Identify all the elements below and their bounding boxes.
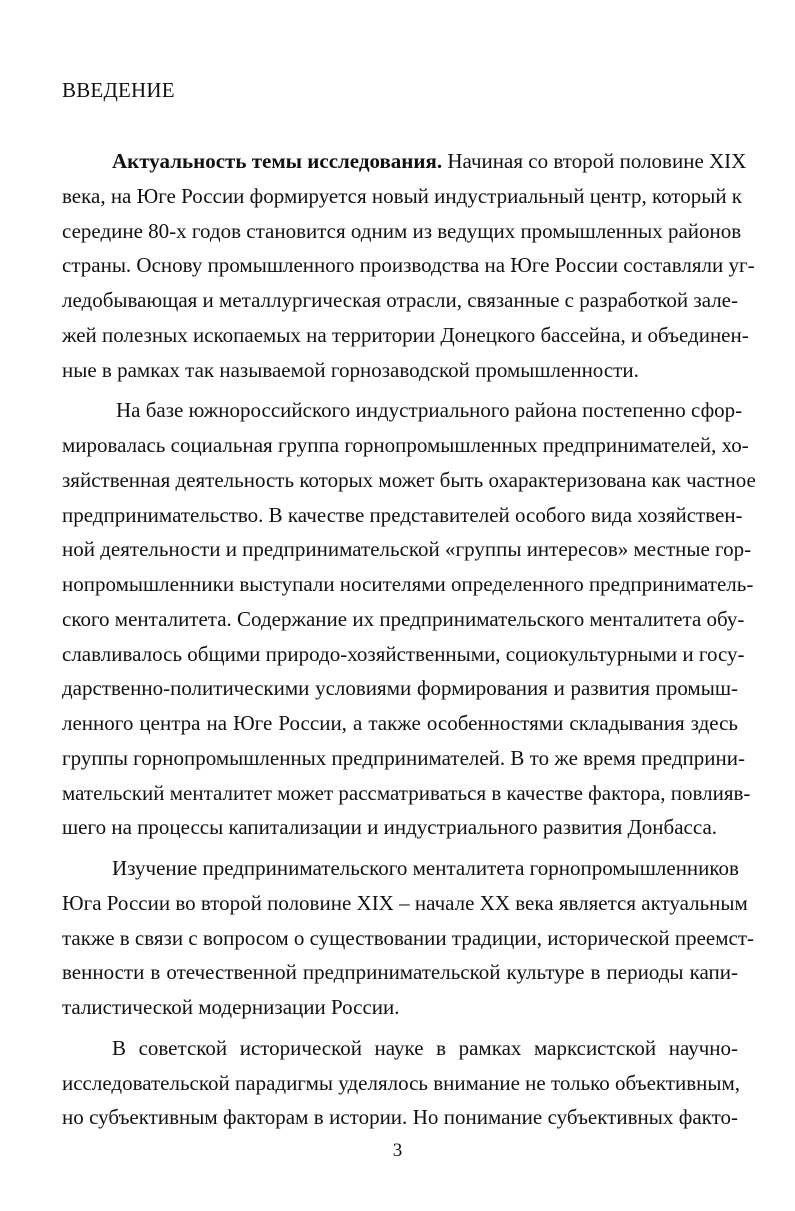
paragraph-line: ледобывающая и металлургическая отрасли, связанные с разработкой зале- [62, 288, 738, 312]
paragraph-line: мательский менталитет может рассматриваться в качестве фактора, повлияв- [62, 780, 751, 805]
paragraph-line: На базе южнороссийского индустриального района постепенно сфор- [116, 398, 743, 423]
paragraph-line: но субъективным факторам в истории. Но понимание субъективных факто- [62, 1105, 738, 1130]
paragraph-line: ной деятельности и предпринимательской «группы интересов» местные гор- [62, 537, 752, 562]
paragraph-relevance [62, 144, 755, 387]
paragraph-line: талистической модернизации России. [62, 995, 400, 1019]
paragraph-line: жей полезных ископаемых на территории Донецкого бассейна, и объединен- [62, 322, 749, 347]
paragraph-soviet-science [62, 1031, 741, 1135]
paragraph-line: дарственно-политическими условиями формирования и развития промыш- [62, 676, 738, 701]
paragraph-line: нопромышленники выступали носителями определенного предприниматель- [62, 572, 754, 596]
paragraph-line: В советской исторической науке в рамках марксистской научно- [112, 1035, 738, 1060]
paragraph-line: века, на Юге России формируется новый индустриальный центр, который к [62, 183, 743, 208]
body-text [62, 144, 756, 1135]
paragraph-line: шего на процессы капитализации и индустриального развития Донбасса. [62, 815, 718, 840]
paragraph-line: исследовательской парадигмы уделялось внимание не только объективным, [62, 1070, 741, 1095]
paragraph-line: Юга России во второй половине XIX – начале XX века является актуальным [62, 890, 748, 915]
paragraph-line: группы горнопромышленных предпринимателей. В то же время предприни- [62, 745, 745, 770]
section-heading: ВВЕДЕНИЕ [62, 78, 175, 102]
page-number: 3 [392, 1140, 403, 1161]
paragraph-line: середине 80-х годов становится одним из ведущих промышленных районов [62, 218, 742, 243]
paragraph-line: мировалась социальная группа горнопромышленных предпринимателей, хо- [62, 433, 749, 457]
paragraph-study-mentality [62, 851, 754, 1025]
paragraph-line: Изучение предпринимательского менталитета горнопромышленников [112, 856, 739, 880]
paragraph-line: ные в рамках так называемой горнозаводской промышленности. [62, 357, 639, 382]
relevance-lead: Актуальность темы исследования. [112, 149, 443, 173]
paragraph-line: ского менталитета. Содержание их предпринимательского менталитета обу- [62, 606, 745, 631]
paragraph-industrial-region [62, 393, 756, 845]
paragraph-line: также в связи с вопросом о существовании традиции, исторической преемст- [62, 925, 754, 950]
paragraph-line: славливалось общими природо-хозяйственными, социокультурными и госу- [62, 641, 745, 666]
paragraph-line: ленного центра на Юге России, а также особенностями складывания здесь [62, 711, 738, 735]
paragraph-line: Актуальность темы исследования. Начиная со второй половине XIX [112, 149, 747, 173]
paragraph-line: зяйственная деятельность которых может быть охарактеризована как частное [62, 467, 756, 492]
paragraph-line: страны. Основу промышленного производства на Юге России составляли уг- [62, 253, 755, 278]
paragraph-line: предпринимательство. В качестве представителей особого вида хозяйствен- [62, 502, 743, 527]
paragraph-line: венности в отечественной предпринимательской культуре в периоды капи- [62, 960, 738, 985]
